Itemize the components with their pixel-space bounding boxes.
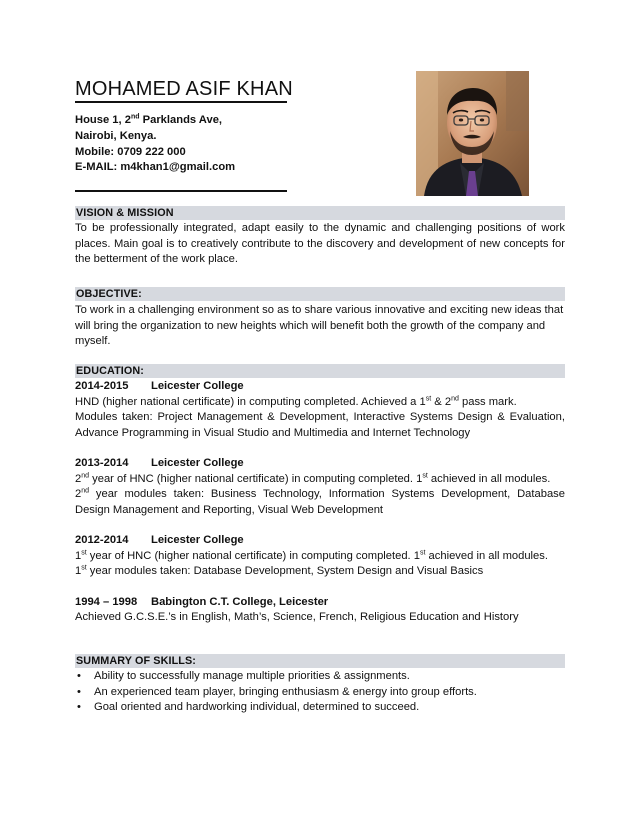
education-entry-header — [75, 456, 565, 472]
education-school: Leicester College — [151, 534, 244, 546]
education-entry — [75, 595, 565, 626]
skill-text: Ability to successfully manage multiple priorities & assignments. — [94, 670, 410, 682]
list-item — [75, 669, 565, 685]
detail-text: achieved in all modules. — [427, 472, 551, 485]
detail-text: year modules taken: Business Technology, Information Systems Development, Database Design Management and Reporting, Visual Web Development — [75, 488, 565, 516]
education-entry-header — [75, 533, 565, 549]
education-school: Babington C.T. College, Leicester — [151, 595, 329, 608]
name-underline — [75, 101, 287, 103]
education-entry-header — [75, 595, 565, 611]
detail-text: 1 — [75, 565, 82, 577]
vision-section — [75, 206, 565, 268]
detail-text: 1 — [75, 549, 82, 562]
contact-underline — [75, 190, 287, 192]
ordinal-sup: nd — [130, 113, 140, 121]
vision-text: To be professionally integrated, adapt easily to the dynamic and challenging positions of work places. Main goal is to creatively contribute to the discovery and development of new concepts for the betterment of the work place. — [75, 222, 565, 265]
detail-text: achieved in all modules. — [425, 549, 548, 562]
education-entry — [75, 456, 565, 518]
detail-text: year of HNC (higher national certificate) in computing completed. 1 — [86, 549, 420, 562]
list-item — [75, 700, 565, 716]
education-entry-header — [75, 379, 565, 395]
email-address: E-MAIL: m4khan1@gmail.com — [75, 161, 236, 174]
detail-text: pass mark. — [458, 395, 517, 408]
section-heading: SUMMARY OF SKILLS: — [75, 654, 565, 668]
bullet-icon: • — [77, 670, 81, 682]
education-years: 2012-2014 — [75, 534, 129, 546]
education-school: Leicester College — [151, 457, 244, 469]
education-years: 2013-2014 — [75, 457, 129, 469]
education-modules: Modules taken: Project Management & Development, Interactive Systems Design & Evaluation, Advance Programming in Visual Studio and Multimedia and Internet Technology — [75, 411, 565, 439]
ordinal-sup: st — [425, 394, 432, 402]
mobile-number: Mobile: 0709 222 000 — [75, 145, 186, 158]
detail-text: 2 — [75, 488, 82, 500]
contact-block — [75, 113, 235, 176]
detail-text: year modules taken: Database Development, System Design and Visual Basics — [86, 565, 484, 577]
section-heading: OBJECTIVE: — [75, 287, 565, 301]
detail-text: year of HNC (higher national certificate) in computing completed. 1 — [89, 472, 423, 485]
skills-section — [75, 654, 565, 716]
education-section — [75, 364, 565, 626]
section-heading: VISION & MISSION — [75, 206, 565, 220]
objective-text: To work in a challenging environment so as to share various innovative and exciting new ideas that will bring the organization to new heights which will benefit both the growth of the company and myself. — [75, 304, 564, 347]
address-text: Parklands Ave, — [139, 114, 223, 126]
bullet-icon: • — [77, 701, 81, 713]
education-years: 1994 – 1998 — [75, 595, 138, 608]
profile-photo — [416, 71, 529, 196]
education-school: Leicester College — [151, 380, 244, 392]
education-detail — [75, 395, 565, 411]
ordinal-sup: st — [81, 564, 87, 572]
education-modules — [75, 487, 565, 518]
address-line-2: Nairobi, Kenya. — [75, 129, 157, 142]
ordinal-sup: st — [420, 548, 426, 556]
skill-text: An experienced team player, bringing enthusiasm & energy into group efforts. — [94, 685, 477, 698]
bullet-icon: • — [77, 685, 81, 698]
education-detail — [75, 549, 565, 565]
skills-list — [75, 669, 565, 716]
address-text: House 1, 2 — [75, 114, 131, 126]
detail-text: HND (higher national certificate) in computing completed. Achieved a 1 — [75, 395, 426, 408]
detail-text: 2 — [75, 472, 82, 485]
detail-text: & 2 — [431, 395, 452, 408]
objective-section — [75, 287, 565, 350]
education-detail — [75, 472, 565, 488]
education-modules — [75, 564, 565, 580]
list-item — [75, 685, 565, 701]
ordinal-sup: nd — [81, 471, 90, 479]
education-entry — [75, 379, 565, 441]
education-detail: Achieved G.C.S.E.’s in English, Math’s, Science, French, Religious Education and History — [75, 611, 519, 623]
skill-text: Goal oriented and hardworking individual, determined to succeed. — [94, 701, 420, 713]
ordinal-sup: nd — [451, 394, 459, 402]
education-years: 2014-2015 — [75, 380, 129, 392]
ordinal-sup: st — [81, 548, 87, 556]
ordinal-sup: nd — [81, 487, 90, 495]
address-line-1 — [75, 113, 235, 129]
education-entry — [75, 533, 565, 580]
ordinal-sup: st — [422, 471, 428, 479]
candidate-name: MOHAMED ASIF KHAN — [75, 78, 293, 100]
section-heading: EDUCATION: — [75, 364, 565, 378]
